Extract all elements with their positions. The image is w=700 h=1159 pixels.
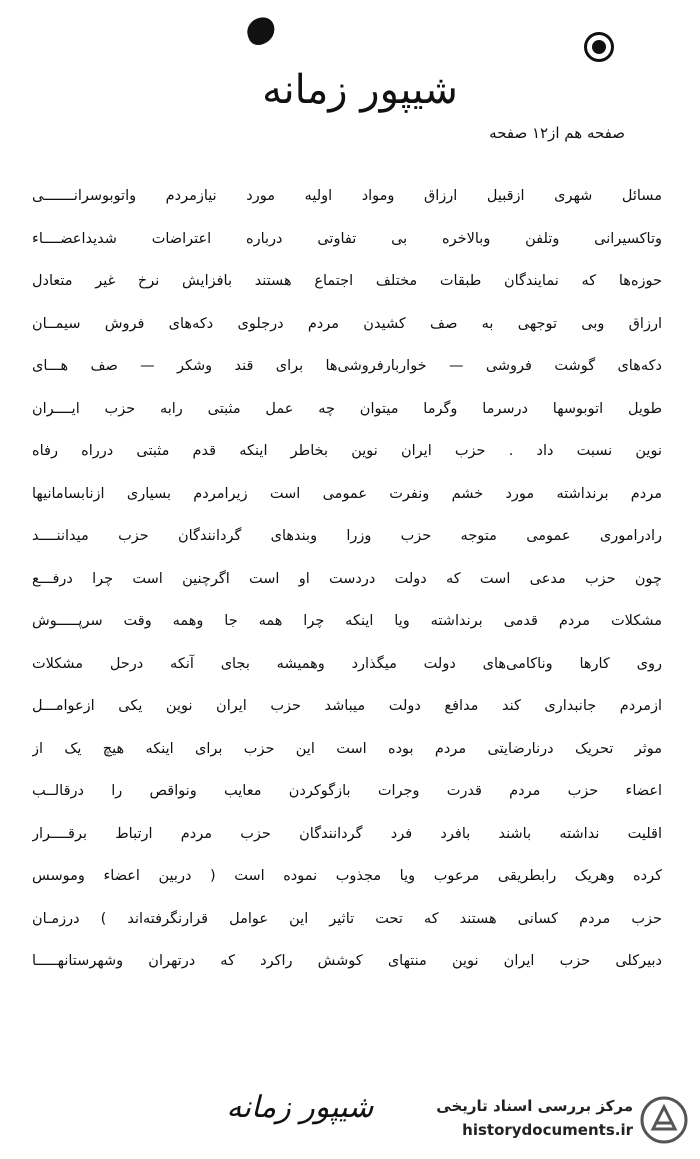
text-line: وتاکسیرانی وتلفن وبالاخره بی تفاوتی درباره اعتراضات شدیداعضــــاء xyxy=(32,230,662,247)
text-line: نوین نسبت داد . حزب ایران نوین بخاطر اینکه قدم مثبتی درراه رفاه xyxy=(32,443,662,459)
header-title: شیپور زمانه xyxy=(262,67,458,113)
text-line: مسائل شهری ازقبیل ارزاق ومواد اولیه مورد نیازمردم واتوبوسرانـــــــی xyxy=(32,188,662,204)
text-line: کرده وهریک رابطریقی مرعوب ویا مجذوب نموده است ( دربین اعضاء وموسس xyxy=(32,868,662,884)
text-line: حوزه‌ها که نمایندگان طبقات مختلف اجتماع هستند بافزایش نرخ غیر متعادل xyxy=(32,273,662,289)
archive-logo-icon xyxy=(639,1095,689,1145)
text-line: اقلیت نداشته باشند بافرد فرد گردانندگان حزب مردم ارتباط برقــــرار xyxy=(32,825,662,842)
watermark-url: historydocuments.ir xyxy=(462,1121,633,1139)
text-line: موثر تحریک درنارضایتی مردم بوده است این حزب برای اینکه هیچ یک از xyxy=(32,740,662,757)
watermark xyxy=(400,1093,695,1153)
page-number: صفحه هم از۱۲ صفحه xyxy=(489,124,625,142)
signature: شیپور زمانه xyxy=(226,1090,374,1125)
text-line: ازمردم جانبداری کند مدافع دولت میباشد حزب ایران نوین یکی ازعوامـــل xyxy=(32,698,662,714)
text-line: رادراموری عمومی متوجه حزب وزرا وبندهای گردانندگان حزب میداننــــد xyxy=(32,528,662,544)
ink-blot xyxy=(243,14,278,48)
text-line: طویل اتوبوسها درسرما وگرما میتوان چه عمل مثبتی رابه حزب ایــــران xyxy=(32,400,662,417)
text-line: دکه‌های گوشت فروشی — خواربارفروشی‌ها برای قند وشکر — صف هـــای xyxy=(32,358,662,374)
text-line: ارزاق وبی توجهی به صف کشیدن مردم درجلوی دکه‌های فروش سیمــان xyxy=(32,315,662,332)
watermark-name: مرکز بررسی اسناد تاریخی xyxy=(436,1097,633,1115)
text-line: مردم برنداشته مورد خشم ونفرت عمومی است زیرامردم بسیاری ازنابسامانیها xyxy=(32,485,662,502)
punch-hole xyxy=(584,32,614,62)
body-text xyxy=(32,175,662,983)
text-line: دبیرکلی حزب ایران نوین منتهای کوشش راکرد که درتهران وشهرستانهـــــا xyxy=(32,953,662,969)
text-line: اعضاء حزب مردم قدرت وجرات بازگوکردن معایب ونواقص را درقالــب xyxy=(32,783,662,799)
text-line: چون حزب مدعی است که دولت دردست او است اگرچنین است چرا درفـــع xyxy=(32,570,662,587)
text-line: روی کارها وناکامی‌های دولت میگذارد وهمیشه بجای آنکه درحل مشکلات xyxy=(32,655,662,672)
text-line: مشکلات مردم قدمی برنداشته ویا اینکه چرا همه جا وهمه وقت سرپـــــوش xyxy=(32,613,662,629)
text-line: حزب مردم کسانی هستند که تحت تاثیر این عوامل قرارنگرفته‌اند ) درزمـان xyxy=(32,910,662,927)
